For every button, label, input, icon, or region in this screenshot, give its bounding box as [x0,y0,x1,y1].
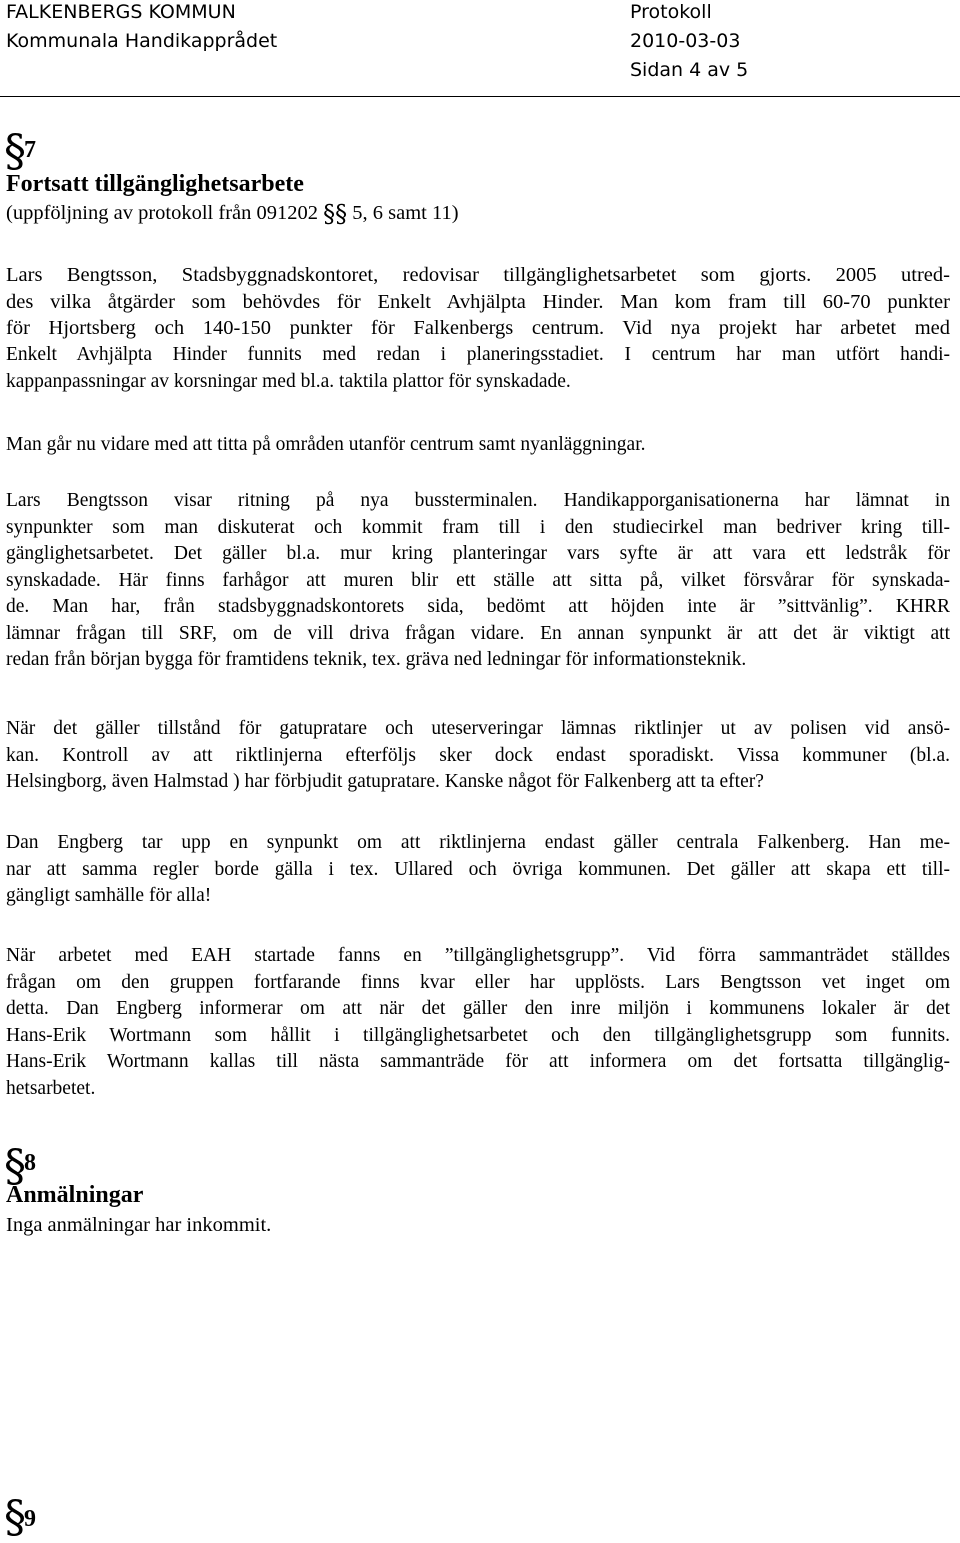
paragraph-line: gänglighetsarbetet. Det gäller bl.a. mur kring planteringar vars syfte är att vara ett ledstråk för [6,543,950,564]
paragraph-line: frågan om den gruppen fortfarande finns kvar eller har upplösts. Lars Bengtsson vet inget om [6,971,950,993]
meeting-date: 2010-03-03 [630,30,741,52]
paragraph-line: När arbetet med EAH startade fanns en ”tillgänglighetsgrupp”. Vid förra sammanträdet ställdes [6,945,950,966]
reference-text-start: (uppföljning av protokoll från 091202 [6,202,324,224]
paragraph-6 [6,943,950,1102]
paragraph-line: synskadade. Här finns farhågor att muren blir ett ställe att sitta på, vilket försvårar för synskada- [6,569,950,591]
paragraph-line: Hans-Erik Wortmann som hållit i tillgänglighetsarbetet och den tillgänglighetsgrupp som funnits. [6,1024,950,1046]
section-8-number: 8 [24,1150,36,1176]
paragraph-line: lämnar frågan till SRF, om de vill driva frågan vidare. En annan synpunkt är att det är viktigt att [6,622,950,644]
paragraph-line: Helsingborg, även Halmstad ) har förbjudit gatupratare. Kanske något för Falkenberg att ta efter? [6,771,764,792]
paragraph-4 [6,716,950,796]
reference-text-end: 5, 6 samt 11) [347,202,459,224]
paragraph-line: Lars Bengtsson visar ritning på nya bussterminalen. Handikapporganisationerna har lämnat in [6,490,950,511]
section-8-title: Anmälningar [6,1182,144,1208]
paragraph-2 [6,432,950,459]
paragraph-1-continued [6,342,950,395]
paragraph-line: Hans-Erik Wortmann kallas till nästa sammanträde för att informera om det fortsatta tillgänglig- [6,1051,950,1072]
paragraph-line: detta. Dan Engberg informerar om att när det gäller den inre miljön i kommunens lokaler är det [6,998,950,1019]
paragraph-line: Inga anmälningar har inkommit. [6,1214,272,1236]
paragraph-line: gängligt samhälle för alla! [6,885,212,906]
paragraph-1 [6,262,950,342]
paragraph-line: redan från början bygga för framtidens teknik, tex. gräva ned ledningar för informationsteknik. [6,649,747,670]
paragraph-line: des vilka åtgärder som behövdes för Enkelt Avhjälpta Hinder. Man kom fram till 60-70 punkter [6,290,950,313]
paragraph-line: Dan Engberg tar upp en synpunkt om att riktlinjerna endast gäller centrala Falkenberg. Han me- [6,832,950,853]
paragraph-line: de. Man har, från stadsbyggnadskontorets sida, bedömt att höjden inte är ”sittvänlig”. KHRR [6,596,950,617]
page-number: Sidan 4 av 5 [630,59,749,81]
section-7-number: 7 [24,137,36,163]
paragraph-line: synpunkter som man diskuterat och kommit fram till i den studiecirkel man bedriver kring till- [6,516,950,538]
committee-name: Kommunala Handikapprådet [6,30,278,52]
paragraph-line: nar att samma regler borde gälla i tex. Ullared och övriga kommunen. Det gäller att skapa ett till- [6,858,950,880]
paragraph-line: Enkelt Avhjälpta Hinder funnits med redan i planeringsstadiet. I centrum har man utfört handi- [6,344,950,365]
paragraph-line: kappanpassningar av korsningar med bl.a. taktila plattor för synskadade. [6,370,571,392]
paragraph-line: Lars Bengtsson, Stadsbyggnadskontoret, redovisar tillgänglighetsarbetet som gjorts. 2005 utred- [6,264,950,286]
section-8-body [6,1212,950,1239]
header-divider [0,96,960,97]
section-8-sign: § [4,1141,26,1192]
section-7-title: Fortsatt tillgänglighetsarbete [6,171,304,197]
document-type: Protokoll [630,1,712,23]
paragraph-5 [6,830,950,910]
paragraph-line: för Hjortsberg och 140-150 punkter för Falkenbergs centrum. Vid nya projekt har arbetet med [6,317,950,339]
reference-section-signs: §§ [323,200,348,228]
section-7-sign: § [4,126,26,177]
section-9-number: 9 [24,1506,36,1532]
paragraph-line: När det gäller tillstånd för gatupratare och uteserveringar lämnas riktlinjer ut av polisen vid ansö- [6,718,950,739]
paragraph-line: kan. Kontroll av att riktlinjerna efterföljs sker dock endast sporadiskt. Vissa kommuner (bl.a. [6,744,950,766]
paragraph-line: Man går nu vidare med att titta på områden utanför centrum samt nyanläggningar. [6,434,646,455]
section-9-sign: § [4,1492,26,1543]
section-7-reference [6,200,950,228]
paragraph-3 [6,488,950,674]
organization-name: FALKENBERGS KOMMUN [6,1,236,23]
paragraph-line: hetsarbetet. [6,1077,96,1099]
